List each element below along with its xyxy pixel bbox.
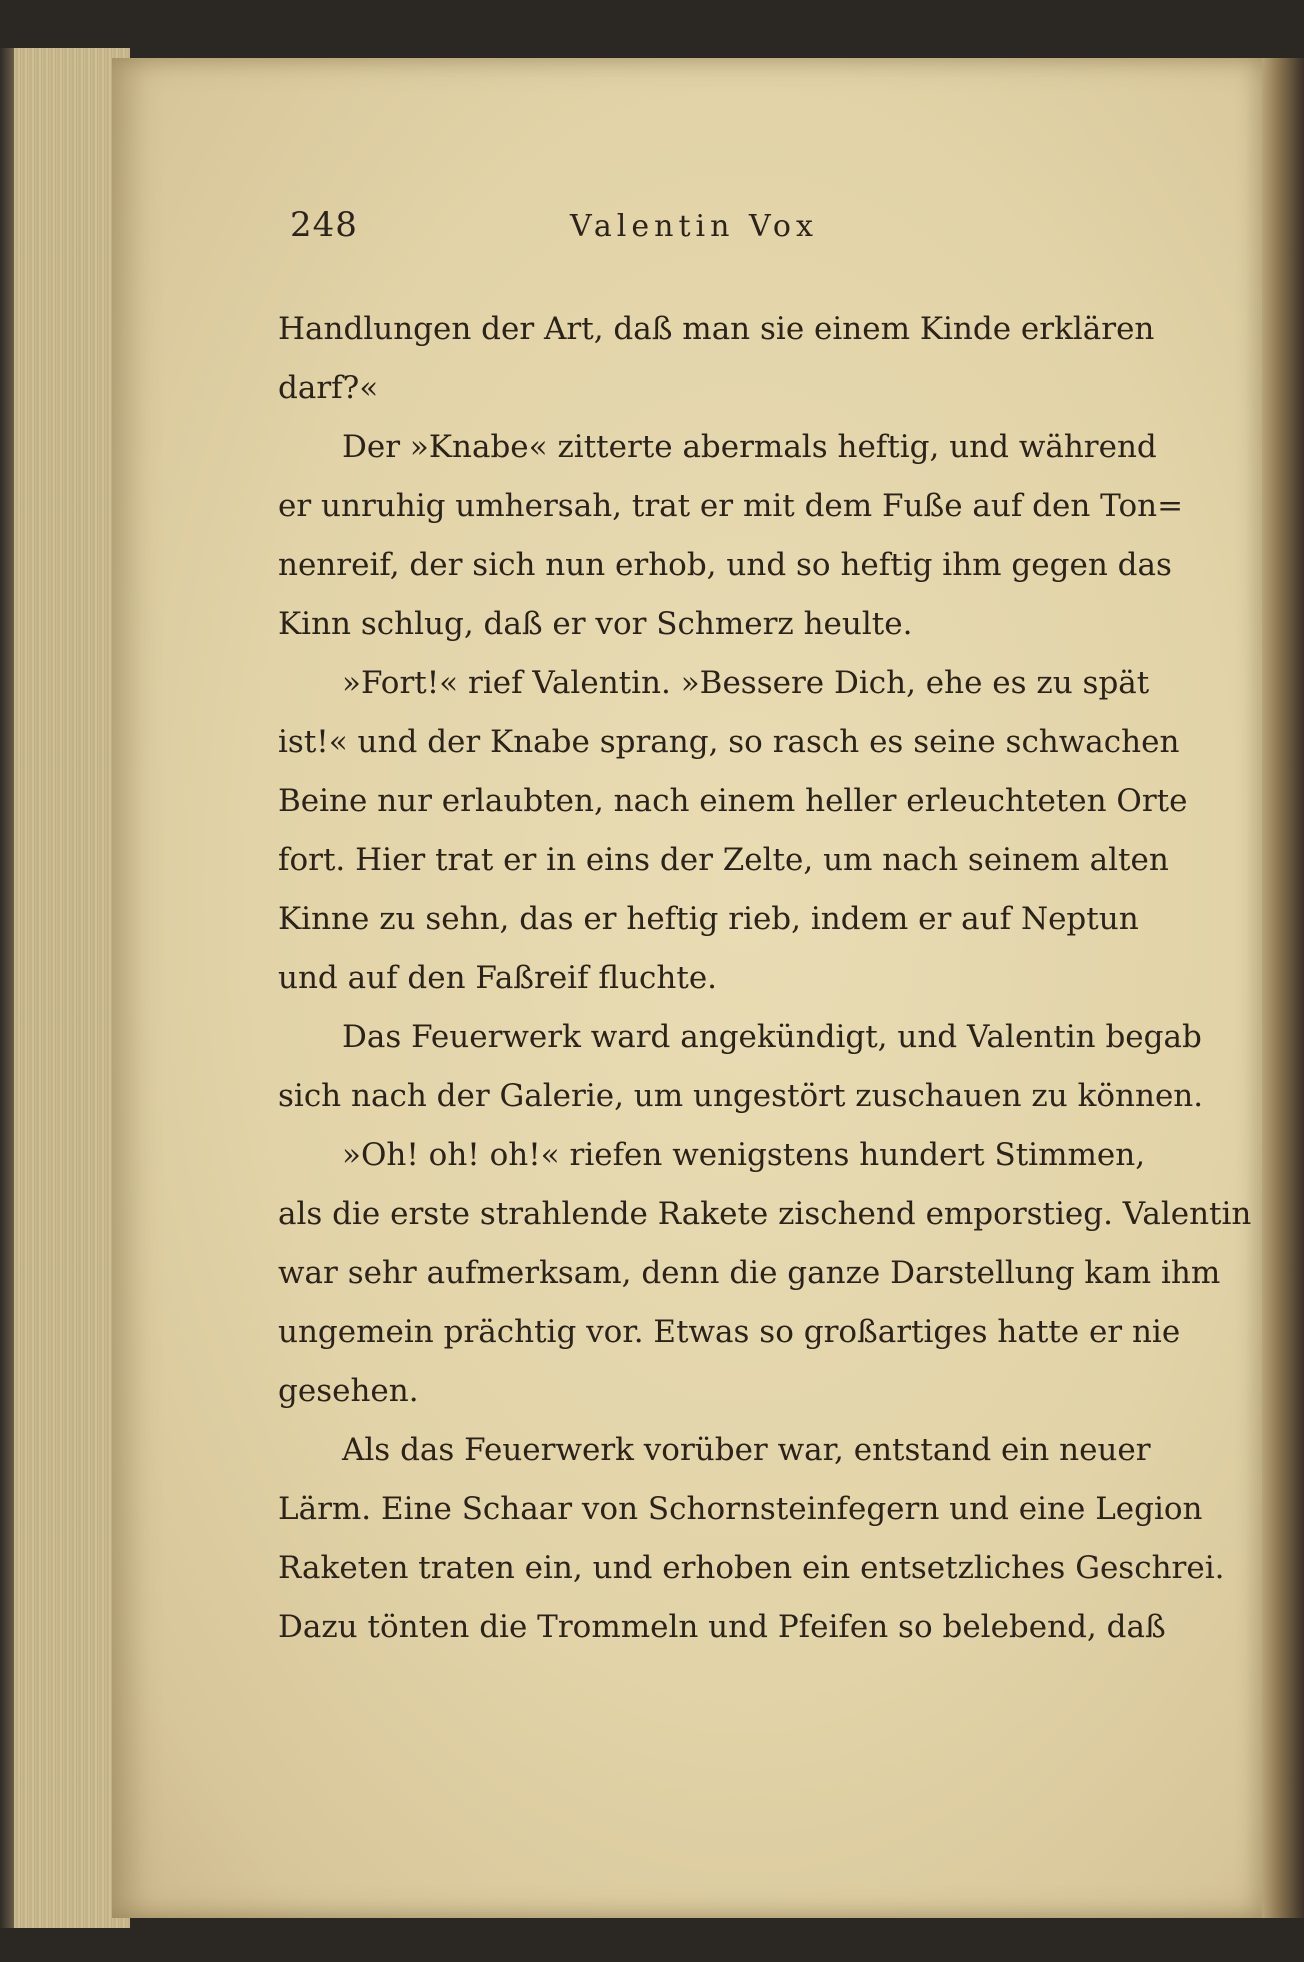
running-title: Valentin Vox xyxy=(570,209,818,244)
text-line: Handlungen der Art, daß man sie einem Kinde erklären xyxy=(278,311,1155,347)
page-number: 248 xyxy=(290,205,358,245)
text-line: darf?« xyxy=(278,370,379,406)
text-line: und auf den Faßreif fluchte. xyxy=(278,960,718,996)
text-line: Raketen traten ein, und erhoben ein entsetzliches Geschrei. xyxy=(278,1550,1225,1586)
text-line: Beine nur erlaubten, nach einem heller erleuchteten Orte xyxy=(278,783,1188,819)
page-stack-edges xyxy=(0,48,130,1928)
text-line: sich nach der Galerie, um ungestört zuschauen zu können. xyxy=(278,1078,1204,1114)
text-line: ungemein prächtig vor. Etwas so großartiges hatte er nie xyxy=(278,1314,1181,1350)
text-line: »Fort!« rief Valentin. »Bessere Dich, ehe es zu spät xyxy=(342,665,1150,701)
text-line: »Oh! oh! oh!« riefen wenigstens hundert Stimmen, xyxy=(342,1137,1146,1173)
text-line: Kinn schlug, daß er vor Schmerz heulte. xyxy=(278,606,913,642)
text-line: Kinne zu sehn, das er heftig rieb, indem er auf Neptun xyxy=(278,901,1139,937)
text-line: ist!« und der Knabe sprang, so rasch es seine schwachen xyxy=(278,724,1180,760)
text-line: Das Feuerwerk ward angekündigt, und Valentin begab xyxy=(342,1019,1202,1055)
body-text xyxy=(278,300,1252,1657)
text-line: als die erste strahlende Rakete zischend emporstieg. Valentin xyxy=(278,1196,1252,1232)
text-line: Als das Feuerwerk vorüber war, entstand ein neuer xyxy=(342,1432,1151,1468)
text-line: er unruhig umhersah, trat er mit dem Fuße auf den Ton= xyxy=(278,488,1184,524)
text-line: nenreif, der sich nun erhob, und so heftig ihm gegen das xyxy=(278,547,1172,583)
book-spine-shadow xyxy=(0,48,14,1928)
text-line: Dazu tönten die Trommeln und Pfeifen so belebend, daß xyxy=(278,1609,1166,1645)
facing-page-edge xyxy=(1262,58,1304,1918)
page-header xyxy=(290,205,890,265)
text-line: Lärm. Eine Schaar von Schornsteinfegern und eine Legion xyxy=(278,1491,1203,1527)
text-line: gesehen. xyxy=(278,1373,419,1409)
text-line: Der »Knabe« zitterte abermals heftig, und während xyxy=(342,429,1157,465)
text-line: fort. Hier trat er in eins der Zelte, um nach seinem alten xyxy=(278,842,1169,878)
text-line: war sehr aufmerksam, denn die ganze Darstellung kam ihm xyxy=(278,1255,1221,1291)
